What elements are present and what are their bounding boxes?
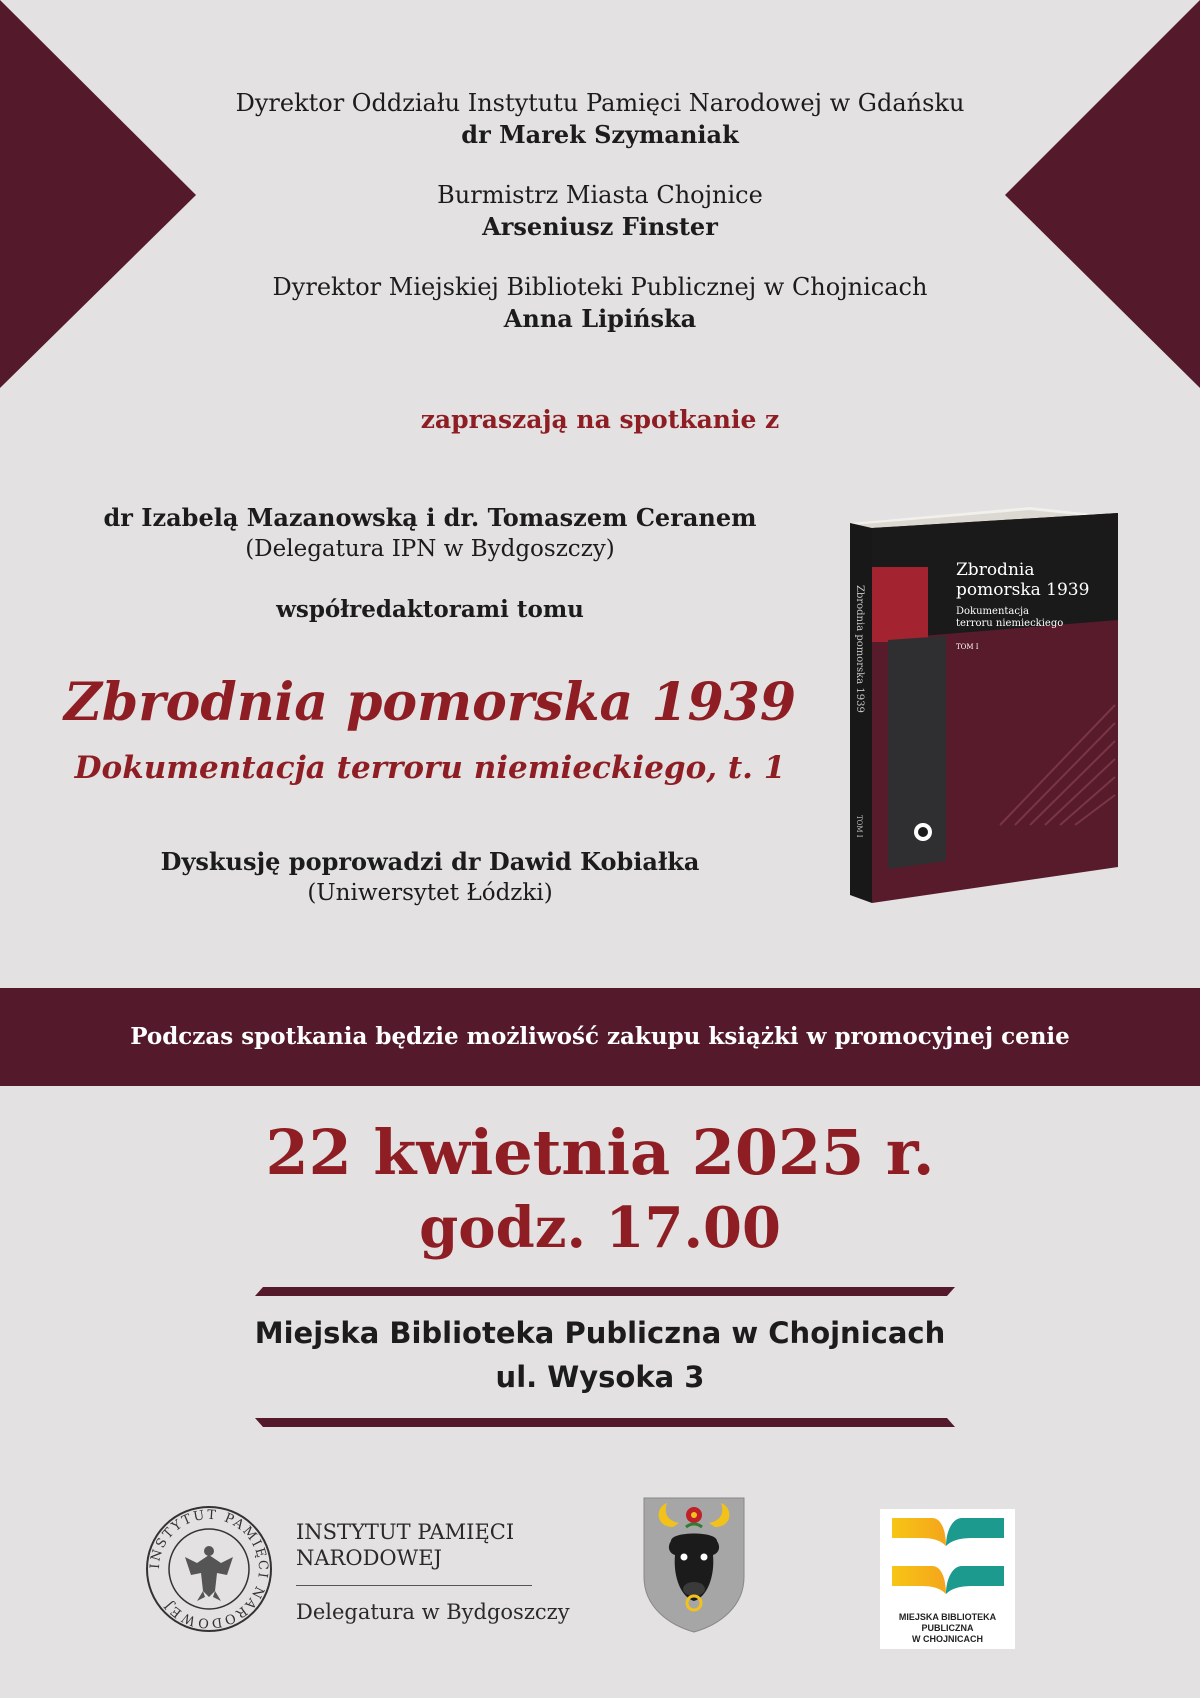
book-cover-image bbox=[840, 495, 1120, 905]
authors-role: współredaktorami tomu bbox=[276, 596, 584, 623]
book-subtitle: Dokumentacja terroru niemieckiego, t. 1 bbox=[74, 750, 786, 786]
host-2-name: Arseniusz Finster bbox=[482, 212, 718, 241]
ipn-seal-text: INSTYTUT PAMIĘCI NARODOWEJ bbox=[147, 1507, 271, 1631]
ipn-seal-icon bbox=[145, 1505, 273, 1633]
mbp-line2: W CHOJNICACH bbox=[912, 1634, 983, 1644]
mbp-label bbox=[880, 1612, 1015, 1645]
chojnice-coat-of-arms-icon bbox=[643, 1497, 745, 1633]
moderator-block bbox=[0, 846, 860, 908]
ipn-line2: NARODOWEJ bbox=[296, 1546, 442, 1570]
cover-sub-line1: Dokumentacja bbox=[956, 606, 1030, 617]
authors-block bbox=[0, 502, 860, 564]
cover-volume: TOM I bbox=[956, 643, 979, 651]
cover-sub-line2: terroru niemieckiego bbox=[956, 618, 1064, 629]
authors-role-block bbox=[0, 594, 860, 626]
host-3-role: Dyrektor Miejskiej Biblioteki Publicznej w Chojnicach bbox=[272, 273, 928, 301]
moderator-affiliation: (Uniwersytet Łódzki) bbox=[307, 880, 553, 906]
ipn-divider bbox=[296, 1585, 532, 1586]
host-1-role: Dyrektor Oddziału Instytutu Pamięci Narodowej w Gdańsku bbox=[235, 89, 965, 117]
promo-band-text: Podczas spotkania będzie możliwość zakupu książki w promocyjnej cenie bbox=[130, 1023, 1070, 1050]
ipn-line1: INSTYTUT PAMIĘCI bbox=[296, 1520, 515, 1544]
invite-line: zapraszają na spotkanie z bbox=[420, 405, 780, 434]
host-2-role: Burmistrz Miasta Chojnice bbox=[437, 181, 763, 209]
event-date: 22 kwietnia 2025 r. bbox=[265, 1116, 935, 1189]
authors-affiliation: (Delegatura IPN w Bydgoszczy) bbox=[245, 536, 615, 562]
mbp-line1: MIEJSKA BIBLIOTEKA PUBLICZNA bbox=[898, 1612, 997, 1633]
venue-address: ul. Wysoka 3 bbox=[495, 1360, 705, 1394]
ipn-line3: Delegatura w Bydgoszczy bbox=[296, 1600, 570, 1624]
moderator-line: Dyskusję poprowadzi dr Dawid Kobiałka bbox=[160, 847, 700, 876]
spine-text: Zbrodnia pomorska 1939 bbox=[854, 585, 865, 713]
event-hour: godz. 17.00 bbox=[419, 1195, 781, 1261]
venue-top-rule bbox=[255, 1287, 955, 1297]
host-3 bbox=[0, 272, 1200, 334]
spine-volume: TOM I bbox=[855, 815, 863, 838]
host-2 bbox=[0, 180, 1200, 242]
host-3-name: Anna Lipińska bbox=[503, 304, 697, 333]
venue-bottom-rule bbox=[255, 1418, 955, 1428]
venue-name: Miejska Biblioteka Publiczna w Chojnicach bbox=[254, 1316, 946, 1350]
book-title: Zbrodnia pomorska 1939 bbox=[63, 672, 797, 733]
host-1-name: dr Marek Szymaniak bbox=[461, 120, 739, 149]
cover-title-line1: Zbrodnia bbox=[956, 560, 1035, 580]
host-1 bbox=[0, 88, 1200, 150]
mbp-book-icon bbox=[886, 1512, 1010, 1610]
authors-names: dr Izabelą Mazanowską i dr. Tomaszem Ceranem bbox=[103, 503, 757, 532]
cover-title-line2: pomorska 1939 bbox=[956, 580, 1090, 600]
